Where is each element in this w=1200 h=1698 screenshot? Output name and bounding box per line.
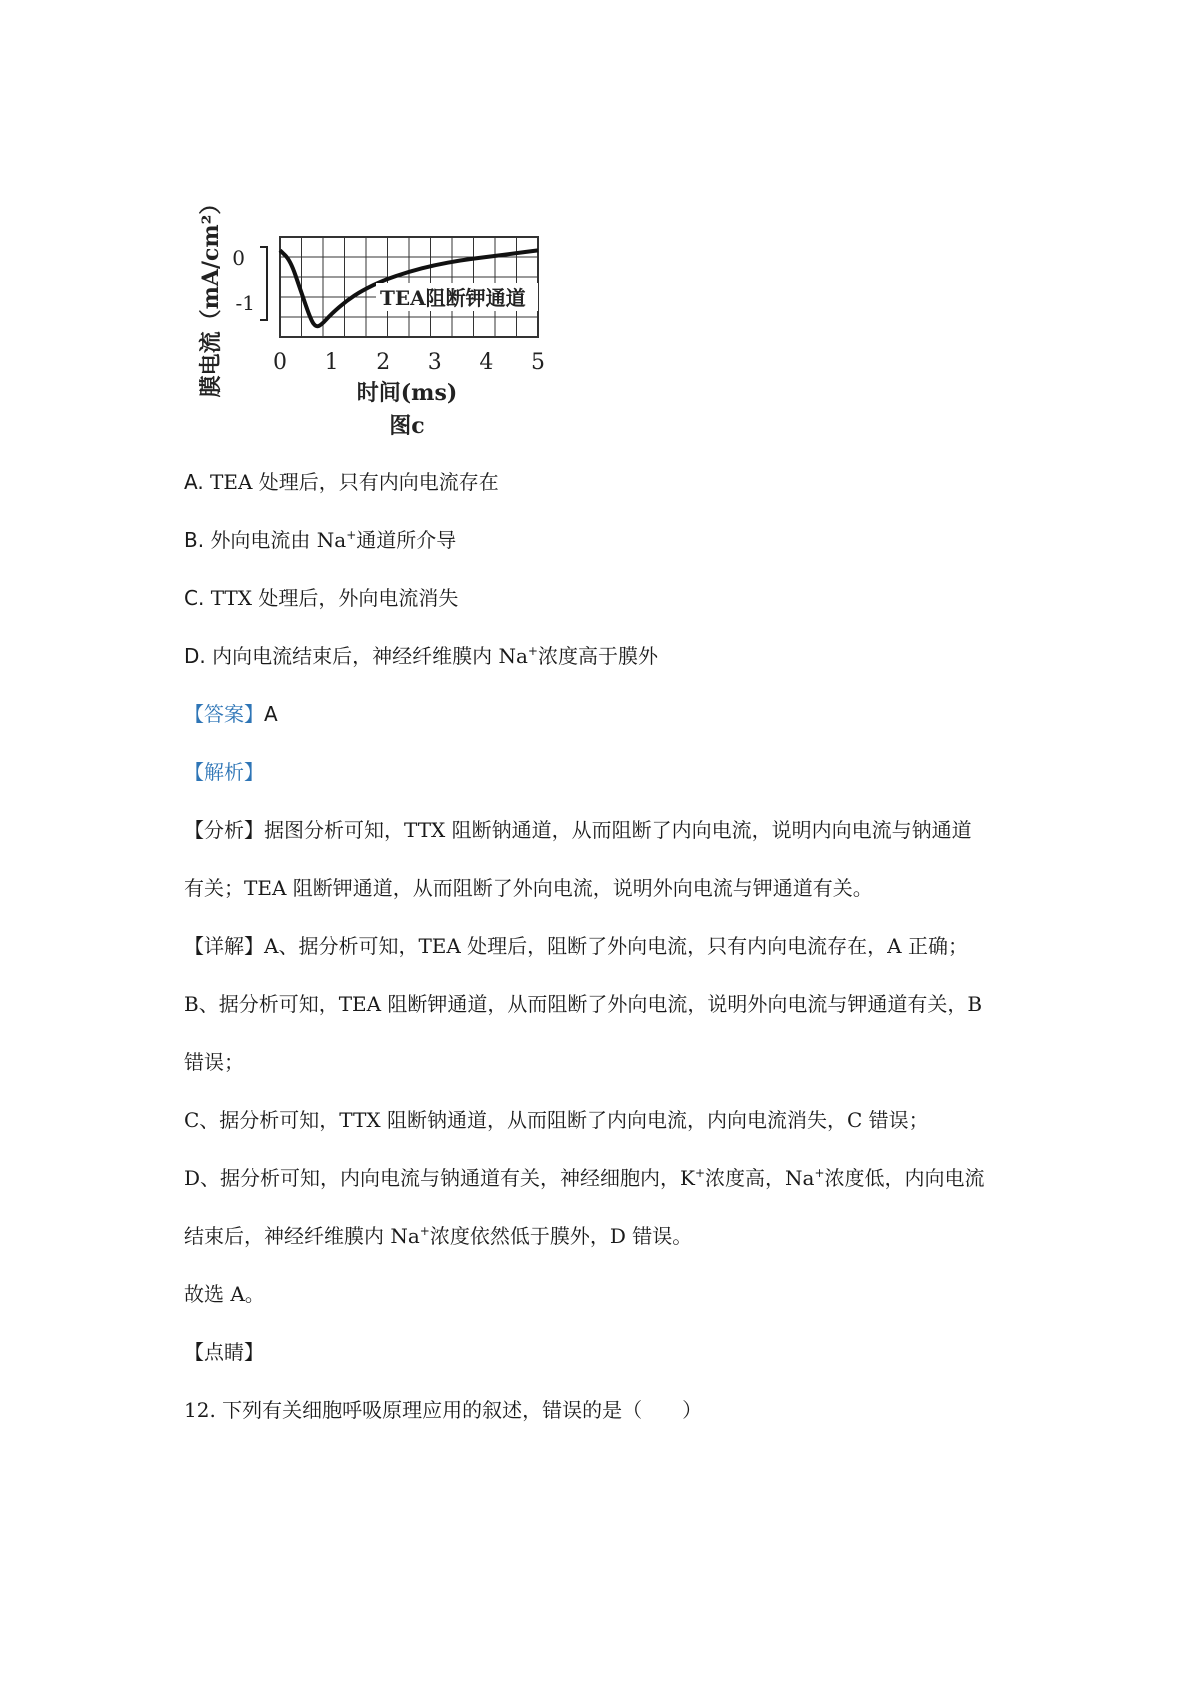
xiangjie-label: 【详解】 xyxy=(184,934,264,958)
option-b xyxy=(184,525,456,555)
option-d-text-pre: 内向电流结束后，神经纤维膜内 Na xyxy=(212,644,528,668)
xiangjie-d2-post: 浓度依然低于膜外，D 错误。 xyxy=(429,1224,693,1248)
xiangjie-d1-sup1: + xyxy=(694,1166,706,1180)
xiangjie-line-b2: 错误； xyxy=(184,1050,244,1074)
y-tick-0: 0 xyxy=(232,246,245,270)
xiangjie-line-b1: B、据分析可知，TEA 阻断钾通道，从而阻断了外向电流，说明外向电流与钾通道有关，B xyxy=(184,992,983,1016)
x-tick-label: 1 xyxy=(324,350,339,375)
chart-ylabel: 膜电流（mA/cm²） xyxy=(198,192,224,398)
fenxi-line-2: 有关；TEA 阻断钾通道，从而阻断了外向电流，说明外向电流与钾通道有关。 xyxy=(184,876,873,900)
xiangjie-d2-pre: 结束后，神经纤维膜内 Na xyxy=(184,1224,420,1248)
option-a xyxy=(184,467,499,497)
option-b-letter: B. xyxy=(184,528,205,552)
answer-label: 【答案】 xyxy=(184,702,264,726)
option-d-text-post: 浓度高于膜外 xyxy=(537,644,658,668)
xiangjie-line-d2 xyxy=(184,1221,692,1251)
xiangjie-a: A、据分析可知，TEA 处理后，阻断了外向电流，只有内向电流存在，A 正确； xyxy=(264,934,968,958)
x-tick-label: 2 xyxy=(376,350,391,375)
xiangjie-d1-pre: D、据分析可知，内向电流与钠通道有关，神经细胞内，K xyxy=(184,1166,695,1190)
option-c xyxy=(184,583,458,613)
xiangjie-d1-post: 浓度低，内向电流 xyxy=(824,1166,985,1190)
xiangjie-d1-sup2: + xyxy=(814,1166,825,1180)
chart-xlabel: 时间(ms) xyxy=(356,380,458,406)
xiangjie-line-d1 xyxy=(184,1163,985,1193)
option-a-letter: A. xyxy=(184,470,204,494)
chart-caption: 图c xyxy=(389,413,425,439)
y-tick-minus1: -1 xyxy=(235,291,255,315)
option-d-sup: + xyxy=(527,644,538,658)
next-question: 12. 下列有关细胞呼吸原理应用的叙述，错误的是（ ） xyxy=(184,1398,703,1422)
analysis-label: 【解析】 xyxy=(184,760,264,784)
option-a-text: TEA 处理后，只有内向电流存在 xyxy=(210,470,499,494)
xiangjie-d2-sup: + xyxy=(419,1224,430,1238)
axis-bracket xyxy=(260,247,267,320)
x-tick-label: 0 xyxy=(273,350,287,375)
fenxi-label: 【分析】 xyxy=(184,818,264,842)
membrane-current-chart xyxy=(190,185,610,485)
option-b-sup: + xyxy=(346,528,357,542)
x-tick-label: 4 xyxy=(479,350,494,375)
answer-value: A xyxy=(264,702,278,726)
chart-annotation: TEA阻断钾通道 xyxy=(380,286,526,310)
xiangjie-d1-mid: 浓度高，Na xyxy=(705,1166,815,1190)
xiangjie-line-a xyxy=(184,931,968,961)
option-c-text: TTX 处理后，外向电流消失 xyxy=(210,586,459,610)
answer-line xyxy=(184,699,278,729)
fenxi-line-1 xyxy=(184,815,972,845)
option-b-text-pre: 外向电流由 Na xyxy=(210,528,347,552)
option-d-letter: D. xyxy=(184,644,206,668)
fenxi-text-1: 据图分析可知，TTX 阻断钠通道，从而阻断了内向电流，说明内向电流与钠通道 xyxy=(264,818,972,842)
option-b-text-post: 通道所介导 xyxy=(356,528,457,552)
option-d xyxy=(184,641,658,671)
x-tick-label: 5 xyxy=(531,350,545,375)
xiangjie-line-c: C、据分析可知，TTX 阻断钠通道，从而阻断了内向电流，内向电流消失，C 错误； xyxy=(184,1108,929,1132)
x-tick-label: 3 xyxy=(427,350,442,375)
conclusion: 故选 A。 xyxy=(184,1282,265,1306)
dianjing-label: 【点睛】 xyxy=(184,1340,264,1364)
option-c-letter: C. xyxy=(184,586,205,610)
